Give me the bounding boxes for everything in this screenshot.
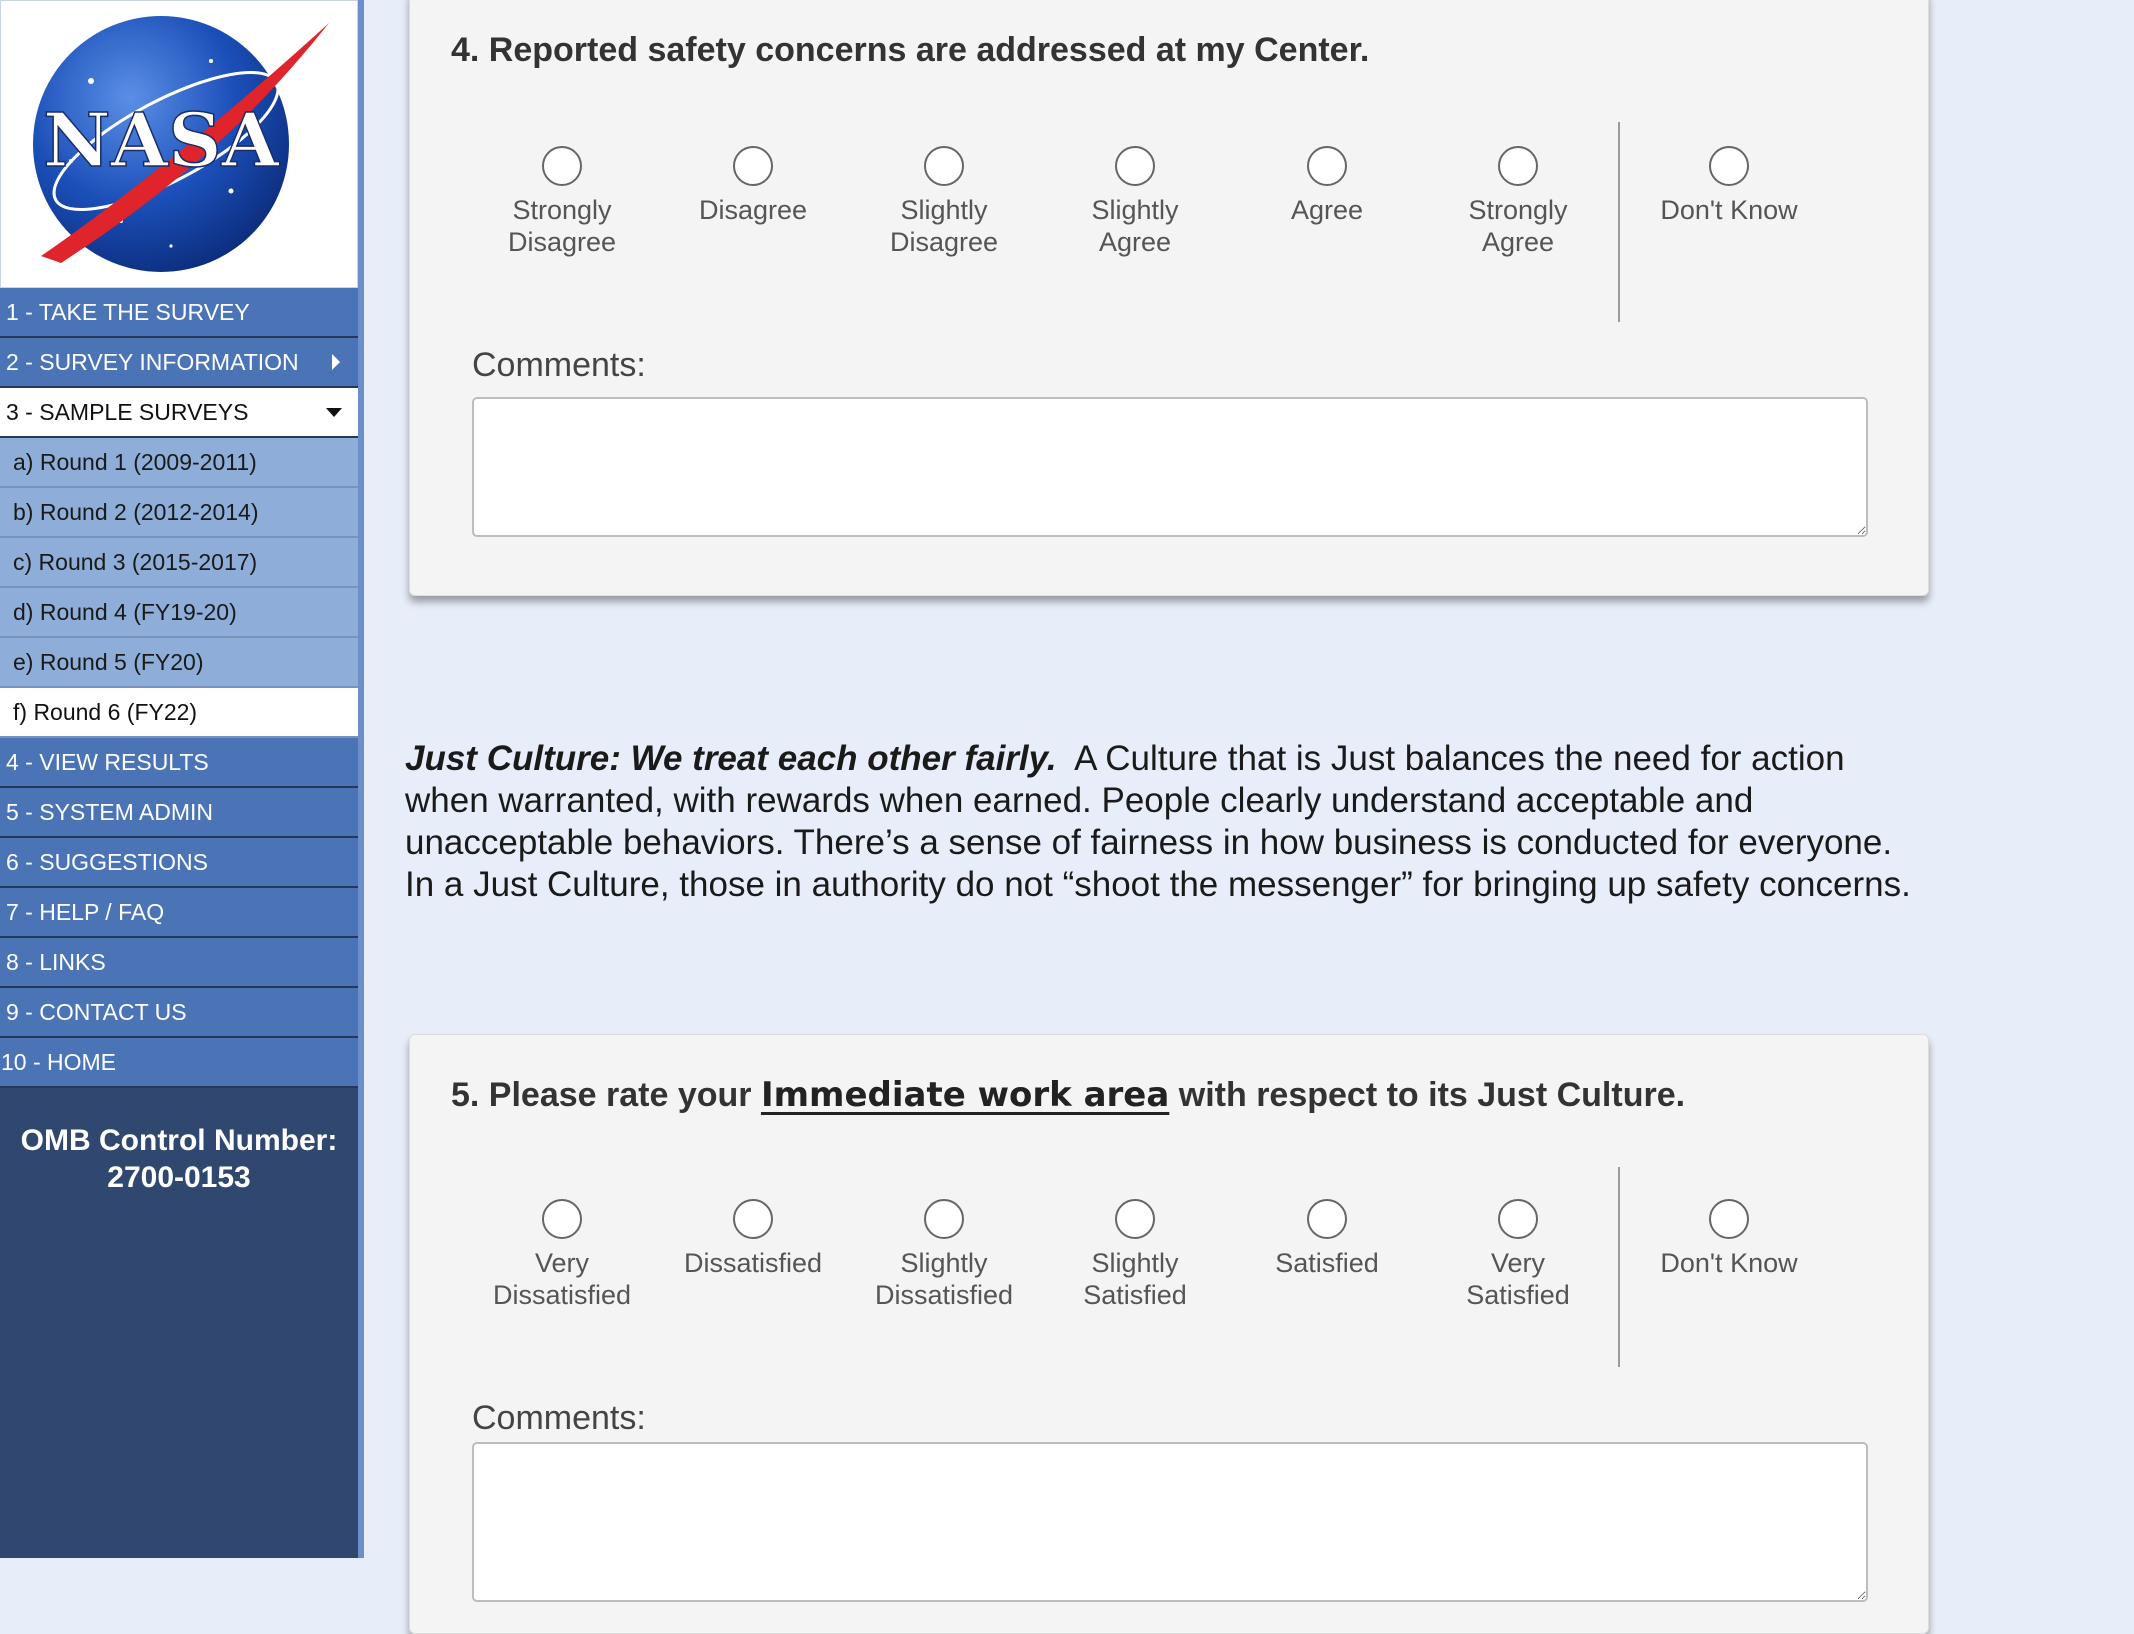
radio-button[interactable] [1115, 146, 1155, 186]
nav-label: 9 - CONTACT US [6, 998, 187, 1025]
nav-take-survey[interactable] [0, 288, 358, 338]
option-slightly-satisfied[interactable] [1035, 1199, 1235, 1311]
option-label: Dissatisfied [683, 1248, 823, 1278]
nav-links[interactable] [0, 938, 358, 988]
nav-label: 2 - SURVEY INFORMATION [6, 348, 299, 375]
nav-sub-label: c) Round 3 (2015-2017) [13, 548, 258, 575]
option-dont-know[interactable] [1629, 146, 1829, 226]
question-4-text: 4. Reported safety concerns are addressed at my Center. [451, 31, 1370, 69]
comments-label: Comments: [472, 1399, 646, 1437]
nav-view-results[interactable] [0, 738, 358, 788]
caret-down-icon [326, 408, 342, 417]
comments-label: Comments: [472, 346, 646, 384]
option-dont-know[interactable] [1629, 1199, 1829, 1279]
option-disagree[interactable] [653, 146, 853, 226]
option-agree[interactable] [1227, 146, 1427, 226]
omb-number: 2700-0153 [107, 1161, 251, 1194]
option-label: Slightly [1091, 195, 1179, 225]
option-strongly-agree[interactable] [1418, 146, 1618, 258]
nav-sub-round-5[interactable] [0, 638, 358, 688]
radio-button[interactable] [1307, 146, 1347, 186]
option-very-dissatisfied[interactable] [462, 1199, 662, 1311]
option-label: Strongly [512, 195, 612, 225]
question-text-part: with respect to its Just Culture. [1169, 1076, 1686, 1114]
option-label: Disagree [698, 195, 808, 225]
nav-sub-round-4[interactable] [0, 588, 358, 638]
radio-button[interactable] [1498, 146, 1538, 186]
question-emphasis: Immediate work area [760, 1075, 1170, 1115]
option-strongly-disagree[interactable] [462, 146, 662, 258]
option-label: Disagree [507, 227, 617, 257]
just-culture-heading: Just Culture: We treat each other fairly. [405, 739, 1057, 778]
option-label: Very [1490, 1248, 1546, 1278]
nav-contact-us[interactable] [0, 988, 358, 1038]
option-label: Strongly [1468, 195, 1568, 225]
nav-label: 10 - HOME [1, 1048, 117, 1075]
svg-text:NASA: NASA [43, 98, 279, 184]
omb-label: OMB Control Number: [20, 1124, 338, 1157]
nav-sub-round-6[interactable] [0, 688, 358, 738]
option-label: Slightly [900, 195, 988, 225]
option-label: Don't Know [1660, 1248, 1798, 1278]
option-label: Dissatisfied [492, 1280, 632, 1310]
radio-button[interactable] [924, 146, 964, 186]
nav-label: 5 - SYSTEM ADMIN [6, 798, 214, 825]
nav-sub-label: e) Round 5 (FY20) [13, 648, 204, 675]
nav-home[interactable] [0, 1038, 358, 1088]
radio-button[interactable] [733, 146, 773, 186]
comments-textarea[interactable] [472, 1442, 1868, 1602]
nav-label: 4 - VIEW RESULTS [6, 748, 209, 775]
nasa-meatball-icon [1, 1, 358, 288]
option-satisfied[interactable] [1227, 1199, 1427, 1279]
question-text-part: 5. Please rate your [451, 1076, 761, 1114]
radio-button[interactable] [1498, 1199, 1538, 1239]
nav-label: 3 - SAMPLE SURVEYS [6, 398, 249, 425]
radio-button[interactable] [924, 1199, 964, 1239]
radio-button[interactable] [1115, 1199, 1155, 1239]
option-label: Agree [1481, 227, 1555, 257]
nav-label: 6 - SUGGESTIONS [6, 848, 208, 875]
question-card-5 [409, 1034, 1929, 1634]
option-label: Agree [1290, 195, 1364, 225]
option-label: Very [534, 1248, 590, 1278]
option-slightly-agree[interactable] [1035, 146, 1235, 258]
nav-system-admin[interactable] [0, 788, 358, 838]
nav-sub-label: f) Round 6 (FY22) [13, 698, 198, 725]
omb-control-number [0, 1122, 358, 1196]
option-label: Slightly [900, 1248, 988, 1278]
nav-sub-label: b) Round 2 (2012-2014) [13, 498, 259, 525]
nav-sub-label: d) Round 4 (FY19-20) [13, 598, 237, 625]
radio-button[interactable] [733, 1199, 773, 1239]
nav-help-faq[interactable] [0, 888, 358, 938]
option-slightly-disagree[interactable] [844, 146, 1044, 258]
main-nav [0, 288, 358, 1088]
nav-sample-surveys[interactable] [0, 388, 358, 438]
nav-sub-label: a) Round 1 (2009-2011) [13, 448, 257, 475]
nav-survey-information[interactable] [0, 338, 358, 388]
nav-sub-round-2[interactable] [0, 488, 358, 538]
just-culture-body: A Culture that is Just balances the need for action when warranted, with rewards when earned. People clearly understand acceptable and unacceptable behaviors. There’s a sense of fairness in how business is conducted for everyone. In a Just Culture, those in authority do not “shoot the messenger” for bringing up safety concerns. [405, 739, 1911, 904]
radio-button[interactable] [1709, 1199, 1749, 1239]
radio-button[interactable] [542, 1199, 582, 1239]
radio-button[interactable] [542, 146, 582, 186]
question-card-4 [409, 0, 1929, 596]
radio-button[interactable] [1709, 146, 1749, 186]
nasa-logo[interactable] [0, 0, 358, 288]
nav-label: 8 - LINKS [6, 948, 106, 975]
caret-right-icon [332, 354, 340, 370]
options-divider [1618, 1167, 1620, 1367]
nav-sub-round-3[interactable] [0, 538, 358, 588]
comments-textarea[interactable] [472, 397, 1868, 537]
option-label: Dissatisfied [874, 1280, 1014, 1310]
option-label: Satisfied [1083, 1280, 1187, 1310]
option-very-satisfied[interactable] [1418, 1199, 1618, 1311]
nav-label: 7 - HELP / FAQ [6, 898, 165, 925]
option-label: Slightly [1091, 1248, 1179, 1278]
option-label: Don't Know [1660, 195, 1798, 225]
option-slightly-dissatisfied[interactable] [844, 1199, 1044, 1311]
options-divider [1618, 122, 1620, 322]
just-culture-description [405, 738, 1925, 906]
option-label: Satisfied [1275, 1248, 1379, 1278]
option-label: Disagree [889, 227, 999, 257]
question-5-text [451, 1075, 1685, 1115]
radio-button[interactable] [1307, 1199, 1347, 1239]
sidebar [0, 0, 364, 1558]
option-label: Agree [1098, 227, 1172, 257]
nav-sub-round-1[interactable] [0, 438, 358, 488]
nav-suggestions[interactable] [0, 838, 358, 888]
option-label: Satisfied [1466, 1280, 1570, 1310]
option-dissatisfied[interactable] [653, 1199, 853, 1279]
nav-label: 1 - TAKE THE SURVEY [6, 298, 250, 325]
